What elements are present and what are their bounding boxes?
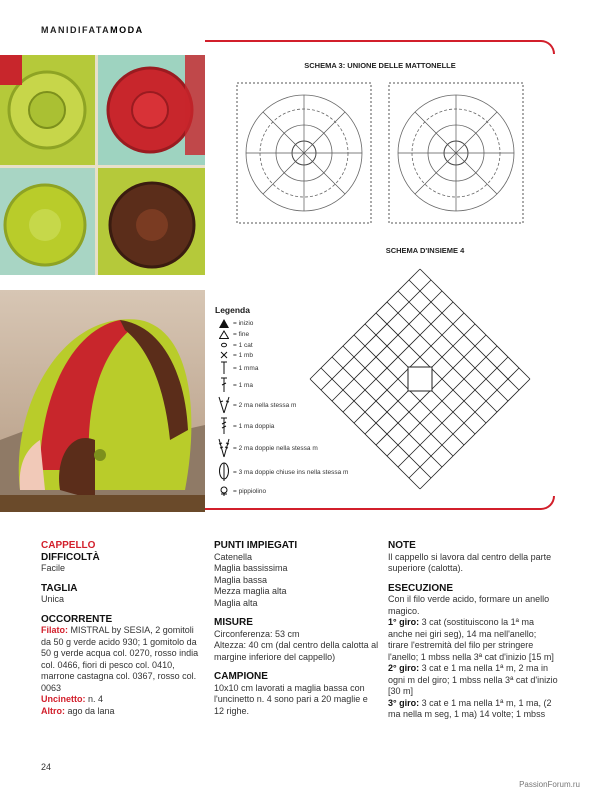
- section-title-hat: CAPPELLO: [41, 540, 96, 551]
- brand-part2: MODA: [110, 25, 144, 35]
- legend-label: = fine: [233, 331, 250, 338]
- crochet-square-chart-right: [384, 78, 528, 233]
- round-3: 3° giro: 3 cat e 1 ma nella 1ª m, 1 ma, (2 ma nella m seg, 1 ma) 14 volte; 1 mbss: [388, 697, 552, 719]
- double-v-double-stitch-icon: [215, 438, 233, 458]
- round-2: 2° giro: 3 cat e 1 ma nella 1ª m, 2 ma in ogni m del giro; 1 mbss nella 3ª cat d'inizio [30 m]: [388, 663, 558, 696]
- stitch-item: Catenella: [214, 551, 253, 562]
- legend-item: [215, 460, 385, 484]
- legend-label: = 1 ma doppia: [233, 422, 275, 430]
- heading-notes: NOTE: [388, 540, 416, 551]
- legend-label: = pippiolino: [233, 487, 267, 495]
- sample-text: 10x10 cm lavorati a maglia bassa con l'uncinetto n. 4 sono pari a 20 maglie e 12 righe.: [214, 682, 368, 716]
- legend-title: Legenda: [215, 305, 250, 315]
- stitch-item: Maglia alta: [214, 597, 258, 608]
- legend-label: = 2 ma doppie nella stessa m: [233, 444, 318, 452]
- red-frame-top: [205, 40, 555, 54]
- small-oval-icon: [215, 342, 233, 348]
- crochet-square-chart-left: [232, 78, 376, 233]
- measure-circumference: Circonferenza: 53 cm: [214, 628, 300, 639]
- outline-triangle-icon: [215, 330, 233, 339]
- measure-height: Altezza: 40 cm (dal centro della calotta al margine inferiore del cappello): [214, 640, 379, 662]
- legend-label: = 1 cat: [233, 341, 253, 349]
- legend-label: = 2 ma nella stessa m: [233, 401, 297, 409]
- legend-label: = 1 ma: [233, 381, 254, 389]
- schema3-title: SCHEMA 3: UNIONE DELLE MATTONELLE: [304, 61, 456, 70]
- legend-label: = 1 mb: [233, 351, 254, 359]
- legend: [215, 305, 385, 498]
- heading-execution: ESECUZIONE: [388, 582, 454, 594]
- double-crossed-stitch-icon: [215, 417, 233, 435]
- size-value: Unica: [41, 594, 65, 604]
- magazine-brand: [41, 25, 144, 35]
- difficulty-value: Facile: [41, 563, 66, 573]
- heading-difficulty: DIFFICOLTÀ: [41, 551, 100, 563]
- stitch-item: Mezza maglia alta: [214, 586, 287, 596]
- photo-granny-squares: [0, 55, 205, 275]
- picot-icon: [215, 486, 233, 496]
- heading-measures: MISURE: [214, 617, 253, 628]
- brand-part1: MANIDIFATA: [41, 25, 111, 35]
- crossed-t-stitch-icon: [215, 377, 233, 393]
- heading-materials: OCCORRENTE: [41, 613, 113, 625]
- heading-stitches: PUNTI IMPIEGATI: [214, 540, 298, 551]
- legend-item: [215, 484, 385, 498]
- legend-item: [215, 340, 385, 350]
- legend-list: [215, 318, 385, 498]
- schema4-title: SCHEMA D'INSIEME 4: [385, 246, 465, 255]
- legend-label: = 1 mma: [233, 364, 259, 372]
- photo-hat: [0, 290, 205, 512]
- page-number: 24: [41, 762, 52, 772]
- column-stitches: [214, 540, 379, 717]
- cross-icon: [215, 351, 233, 359]
- double-v-stitch-icon: [215, 396, 233, 414]
- heading-sample: CAMPIONE: [214, 671, 268, 682]
- notes-text: Il cappello si lavora dal centro della parte superiore (calotta).: [388, 551, 552, 573]
- watermark-site: PassionForum.ru: [519, 780, 580, 789]
- materials-other: Altro: ago da lana: [41, 705, 115, 716]
- legend-item: [215, 436, 385, 460]
- legend-label: = inizio: [233, 320, 254, 327]
- legend-item: [215, 329, 385, 340]
- legend-label: = 3 ma doppie chiuse ins nella stessa m: [233, 468, 349, 476]
- legend-item: [215, 318, 385, 329]
- legend-item: [215, 350, 385, 360]
- cluster-stitch-icon: [215, 462, 233, 482]
- t-stitch-icon: [215, 361, 233, 375]
- stitch-item: Maglia bassa: [214, 574, 268, 585]
- legend-item: [215, 360, 385, 376]
- filled-triangle-icon: [215, 319, 233, 328]
- legend-item: [215, 376, 385, 394]
- column-hat-info: [41, 540, 201, 717]
- materials-yarn: Filato: MISTRAL by SESIA, 2 gomitoli da 50 g verde acido 930; 1 gomitolo da 50 g verde acqua col. 0270, rosso india col. 0466, fiori di pesco col. 0410, marrone castagna col. 0367, rosso col. 0063: [41, 625, 199, 693]
- legend-item: [215, 394, 385, 416]
- stitch-item: Maglia bassissima: [214, 563, 288, 573]
- heading-size: TAGLIA: [41, 582, 78, 594]
- column-instructions: [388, 540, 558, 721]
- execution-intro: Con il filo verde acido, formare un anello magico.: [388, 594, 550, 616]
- materials-hook: Uncinetto: n. 4: [41, 694, 104, 704]
- round-1: 1° giro: 3 cat (sostituiscono la 1ª ma anche nei giri seg), 14 ma nell'anello; tirare l'estremità del filo per stringere l'anello; 1 mbss nella 3ª cat d'inizio [15 m]: [388, 617, 554, 662]
- legend-item: [215, 416, 385, 436]
